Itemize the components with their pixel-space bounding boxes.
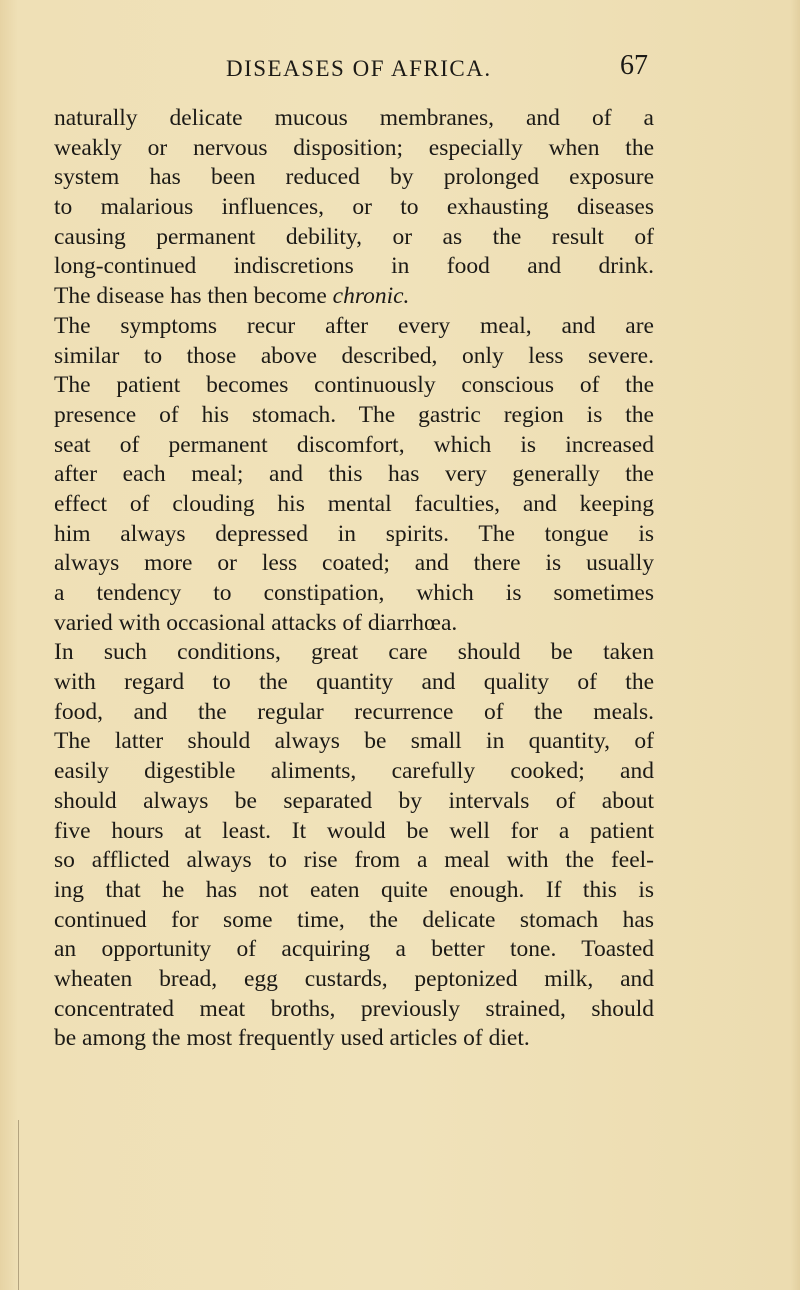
text-line: an opportunity of acquiring a better tone. Toasted (54, 936, 654, 963)
running-title: DISEASES OF AFRICA. (226, 56, 492, 81)
text-line: with regard to the quantity and quality of the (54, 669, 654, 696)
text-line: after each meal; and this has very generally the (54, 461, 654, 488)
text-line: to malarious influences, or to exhausting diseases (54, 194, 654, 221)
text-line: The latter should always be small in quantity, of (54, 728, 654, 755)
text-line: a tendency to constipation, which is sometimes (54, 580, 654, 606)
text-line: presence of his stomach. The gastric region is the (54, 401, 654, 428)
italic-term: chronic. (332, 283, 410, 310)
page-gutter-line (18, 1120, 19, 1290)
text-line: continued for some time, the delicate stomach has (54, 906, 654, 933)
text-fragment: The disease has then become (54, 283, 333, 310)
text-line: varied with occasional attacks of diarrhœa. (54, 609, 458, 636)
text-line: long-continued indiscretions in food and drink. (54, 253, 654, 280)
text-line: system has been reduced by prolonged exposure (54, 164, 654, 191)
text-line: The patient becomes continuously conscious of the (54, 372, 654, 399)
text-line: so afflicted always to rise from a meal with the feel- (54, 847, 654, 874)
text-line: similar to those above described, only less severe. (54, 342, 654, 369)
paragraph-first-line: The symptoms recur after every meal, and are (54, 312, 654, 339)
text-line: ing that he has not eaten quite enough. If this is (54, 876, 654, 903)
paragraph-first-line: In such conditions, great care should be taken (54, 639, 654, 666)
text-line: effect of clouding his mental faculties, and keeping (54, 490, 654, 517)
text-line: naturally delicate mucous membranes, and of a (54, 105, 654, 131)
text-line: concentrated meat broths, previously strained, should (54, 995, 654, 1022)
text-line: weakly or nervous disposition; especially when the (54, 134, 654, 161)
text-line: seat of permanent discomfort, which is increased (54, 431, 654, 458)
text-line: wheaten bread, egg custards, peptonized milk, and (54, 965, 654, 992)
text-line: should always be separated by intervals of about (54, 787, 654, 814)
body-text (54, 104, 654, 1054)
text-line: causing permanent debility, or as the result of (54, 223, 654, 250)
text-line: always more or less coated; and there is usually (54, 550, 654, 577)
page-number: 67 (620, 50, 648, 81)
text-line: him always depressed in spirits. The tongue is (54, 520, 654, 547)
text-line: five hours at least. It would be well for a patient (54, 817, 654, 844)
text-line: food, and the regular recurrence of the meals. (54, 698, 654, 725)
text-line (54, 282, 654, 312)
running-head (0, 48, 800, 88)
text-line: easily digestible aliments, carefully cooked; and (54, 758, 654, 785)
text-line: be among the most frequently used articles of diet. (54, 1025, 530, 1052)
